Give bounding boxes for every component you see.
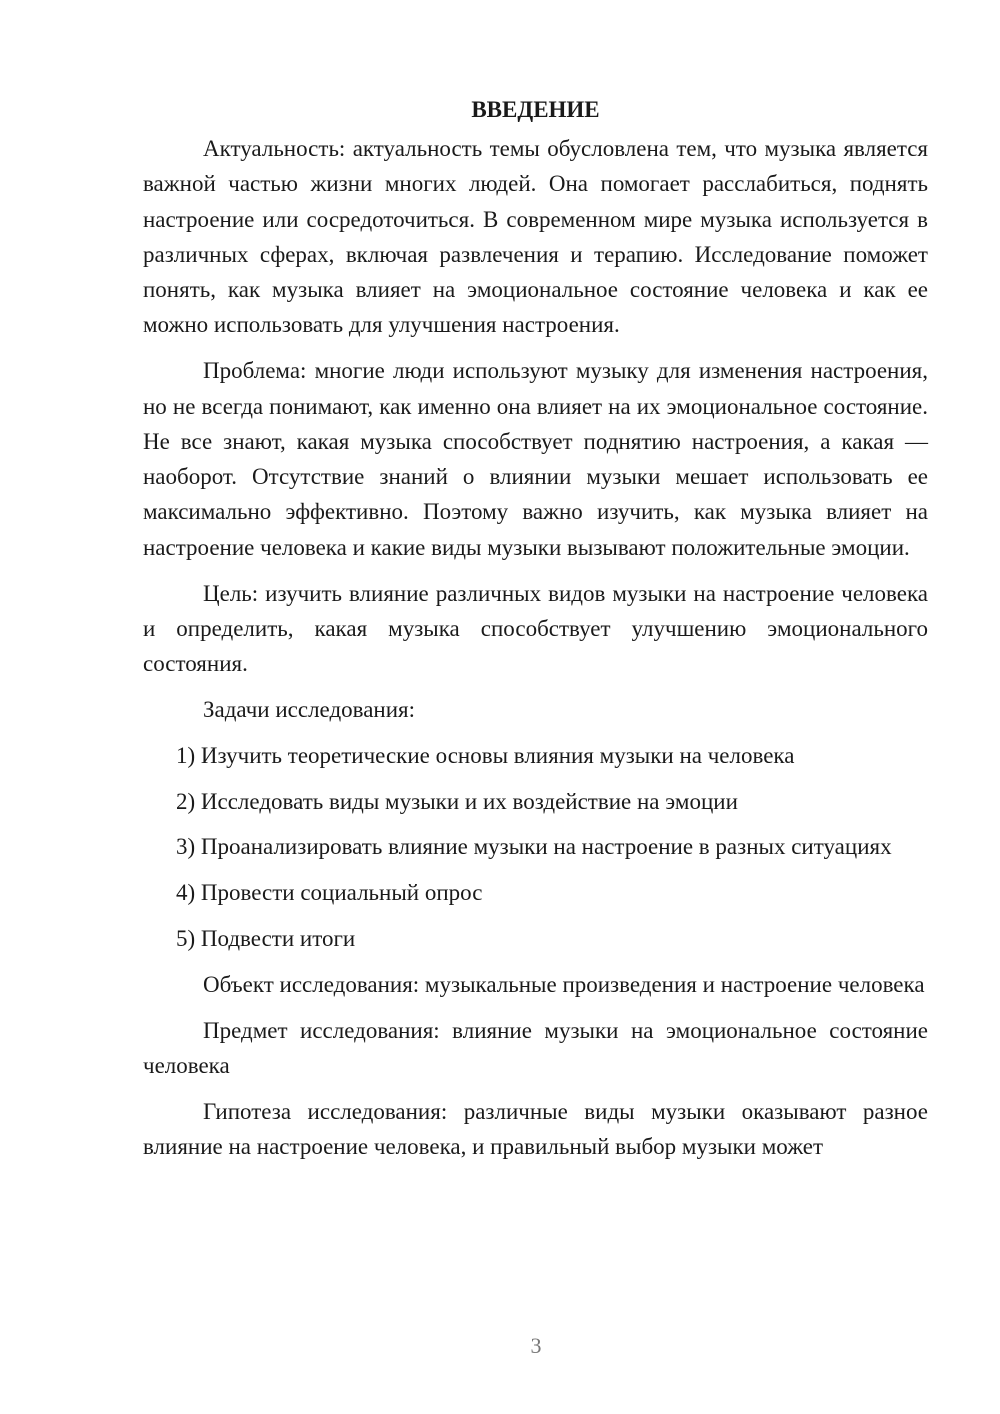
tasks-heading: Задачи исследования: xyxy=(203,696,416,722)
task-item-5: 5) Подвести итоги xyxy=(176,925,356,951)
page-number: 3 xyxy=(530,1333,542,1358)
object-paragraph: Объект исследования: музыкальные произведения и настроение человека xyxy=(203,971,925,997)
relevance-paragraph: Актуальность: актуальность темы обусловлена тем, что музыка является важной частью жизни многих людей. Она помогает расслабиться, поднять настроение или сосредоточиться. В современном мире музыка используется в различных сферах, включая развлечения и терапию. Исследование поможет понять, как музыка влияет на эмоциональное состояние человека и как ее можно использовать для улучшения настроения. xyxy=(143,136,928,338)
problem-paragraph: Проблема: многие люди используют музыку для изменения настроения, но не всегда понимают, как именно она влияет на их эмоциональное состояние. Не все знают, какая музыка способствует поднятию настроения, а какая — наоборот. Отсутствие знаний о влиянии музыки мешает использовать ее максимально эффективно. Поэтому важно изучить, как музыка влияет на настроение человека и какие виды музыки вызывают положительные эмоции. xyxy=(143,358,928,560)
goal-paragraph: Цель: изучить влияние различных видов музыки на настроение человека и определить, какая музыка способствует улучшению эмоционального состояния. xyxy=(143,580,928,677)
document-page xyxy=(143,92,928,1164)
hypothesis-paragraph: Гипотеза исследования: различные виды музыки оказывают разное влияние на настроение человека, и правильный выбор музыки может xyxy=(143,1098,928,1159)
task-item-4: 4) Провести социальный опрос xyxy=(176,880,483,906)
task-item-3: 3) Проанализировать влияние музыки на настроение в разных ситуациях xyxy=(176,834,892,860)
section-title: ВВЕДЕНИЕ xyxy=(471,97,600,122)
task-item-1: 1) Изучить теоретические основы влияния музыки на человека xyxy=(176,742,795,768)
subject-paragraph: Предмет исследования: влияние музыки на эмоциональное состояние человека xyxy=(143,1017,928,1078)
task-item-2: 2) Исследовать виды музыки и их воздействие на эмоции xyxy=(176,788,738,814)
